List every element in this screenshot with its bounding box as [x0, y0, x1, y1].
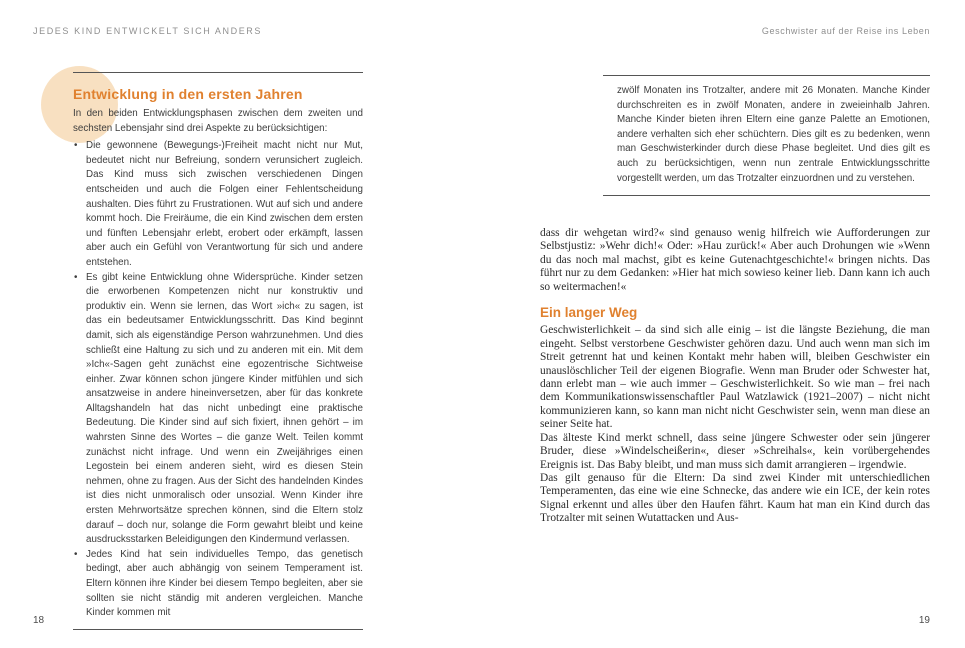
body-paragraph: Das gilt genauso für die Eltern: Da sind zwei Kinder mit unterschiedlichen Temperamenten, das eine wie eine Schnecke, das andere wie ein ICE, der kein rotes Signal erkennt und alles über den Haufen fährt. Kaum hat man ein Kind durch das Trotzalter mit seinen Wutattacken und Aus-: [540, 471, 930, 525]
left-column: [73, 72, 363, 630]
page-number-right: 19: [918, 615, 930, 626]
bullet-item: • Jedes Kind hat sein individuelles Tempo, das genetisch bedingt, aber auch abhängig von seinem Temperament ist. Eltern können ihre Kinder bei diesem Tempo begleiten, aber sie sollten sie nicht ständig mit anderen vergleichen. Manche Kinder kommen mit: [73, 548, 363, 621]
body-paragraph: Geschwisterlichkeit – da sind sich alle einig – ist die längste Beziehung, die man eingeht. Selbst verstorbene Geschwister gehören dazu. Und auch wenn man sich im Streit getrennt hat und keinen Kontakt mehr haben will, bleiben Geschwister ein unauslöschlicher Teil der eigenen Biografie. Wenn man Bruder oder Schwester hat, dann erlebt man – wie auch immer – Geschwisterlichkeit. So wie man – frei nach dem Kommunikationswissenschaftler Paul Watzlawick (1921–2007) – nicht nicht kommunizieren kann, so kann man nicht nicht Geschwister sein, wenn man diese an seiner Seite hat.: [540, 324, 930, 431]
bullet-item: • Es gibt keine Entwicklung ohne Widersprüche. Kinder setzen die erworbenen Kompetenzen nicht nur konstruktiv und produktiv ein. Wenn sie lernen, das Wort »ich« zu sagen, ist das ein bedeutsamer Entwicklungsschritt. Das Kind beginnt damit, sich als eigenständige Person wahrzunehmen. Und dies schließt eine Haltung zu sich und zu anderen mit ein. Mit dem »Ich«-Sagen geht zunächst eine egozentrische Sichtweise einher. Zwar können schon jüngere Kinder mitfühlen und sich ansatzweise in andere hineinversetzen, aber für das konkrete Alltagshandeln hat das nicht unbedingt eine praktische Bedeutung. Die Kinder sind auf sich fixiert, ihnen gehört – im wahrsten Sinne des Wortes – die ganze Welt. Teilen kommt zunächst nicht infrage. Und wenn ein Zweijähriges einen Legostein bei einem anderen sieht, wird es diesen Stein nehmen, ohne zu fragen. Aus der Sicht des handelnden Kindes ist dies nicht unmoralisch oder unsozial. Wenn Kinder ihre ersten Mehrwortsätze sprechen können, sind die Eltern stolz darauf – doch nur, solange die Form gewahrt bleibt und keine ausdrucksstarken Beleidigungen den Kindermund verlassen.: [73, 271, 363, 548]
right-page-header: Geschwister auf der Reise ins Leben: [761, 26, 930, 36]
body-paragraph: dass dir wehgetan wird?« sind genauso wenig hilfreich wie Aufforderungen zur Selbstjustiz: »Wehr dich!« Oder: »Hau zurück!« Aber auch Drohungen wie »Wenn du das noch mal machst, gibt es keine Gutenachtgeschichte!« bringen nichts. Das führt nur zu dem Gedanken: »Hier hat mich sowieso keiner lieb. Dann kann ich auch so weitermachen!«: [540, 227, 930, 293]
left-section-rule-bottom: [73, 629, 363, 630]
left-section-rule-top: [73, 72, 363, 73]
body-paragraph: Das älteste Kind merkt schnell, dass seine jüngere Schwester oder sein jüngerer Bruder, diese »Windelscheißerin«, dieser »Schreihals«, kein vorübergehendes Ereignis ist. Das Baby bleibt, und man muss sich damit arrangieren – irgendwie.: [540, 431, 930, 471]
bullet-item: • Die gewonnene (Bewegungs-)Freiheit macht nicht nur Mut, bedeutet nicht nur Befreiung, sondern verunsichert zugleich. Das Kind muss sich zwischen verschiedenen Dingen entscheiden und auch die Folgen einer Fehlentscheidung aushalten. Dies führt zu Frustrationen. Wut auf sich und andere kommt hoch. Die Freiräume, die ein Kind zwischen dem ersten und fünften Lebensjahr erlebt, erobert oder erkämpft, lassen aber auch ein Gefühl von Verantwortung für sich und andere entstehen.: [73, 139, 363, 270]
continued-block-rule-top: [603, 75, 930, 76]
aspect-bullet-list: [73, 139, 363, 621]
section-heading-ein-langer-weg: Ein langer Weg: [540, 305, 638, 321]
intro-paragraph: In den beiden Entwicklungsphasen zwischen dem zweiten und sechsten Lebensjahr sind drei Aspekte zu berücksichtigen:: [73, 108, 363, 134]
continued-block: [603, 75, 930, 196]
section-heading-entwicklung: Entwicklung in den ersten Jahren: [73, 86, 303, 102]
left-page-header: JEDES KIND ENTWICKELT SICH ANDERS: [33, 26, 262, 36]
page-number-left: 18: [33, 615, 45, 626]
continued-paragraph: zwölf Monaten ins Trotzalter, andere mit 26 Monaten. Manche Kinder durchschreiten es in zwölf Monaten, andere in zweieinhalb Jahren. Manche Kinder bieten ihren Eltern eine ganze Palette an Emotionen, andere verhalten sich eher schüchtern. Dies gilt es zu bedenken, wenn man Geschwisterkinder durch diese Phase begleitet. Und dies gilt es auch zu berücksichtigen, wenn nun zentrale Entwicklungsschritte vorgestellt werden, um das Trotzalter einzuordnen und zu verstehen.: [617, 85, 930, 184]
continued-block-rule-bottom: [603, 195, 930, 196]
right-body-text: [540, 227, 930, 526]
